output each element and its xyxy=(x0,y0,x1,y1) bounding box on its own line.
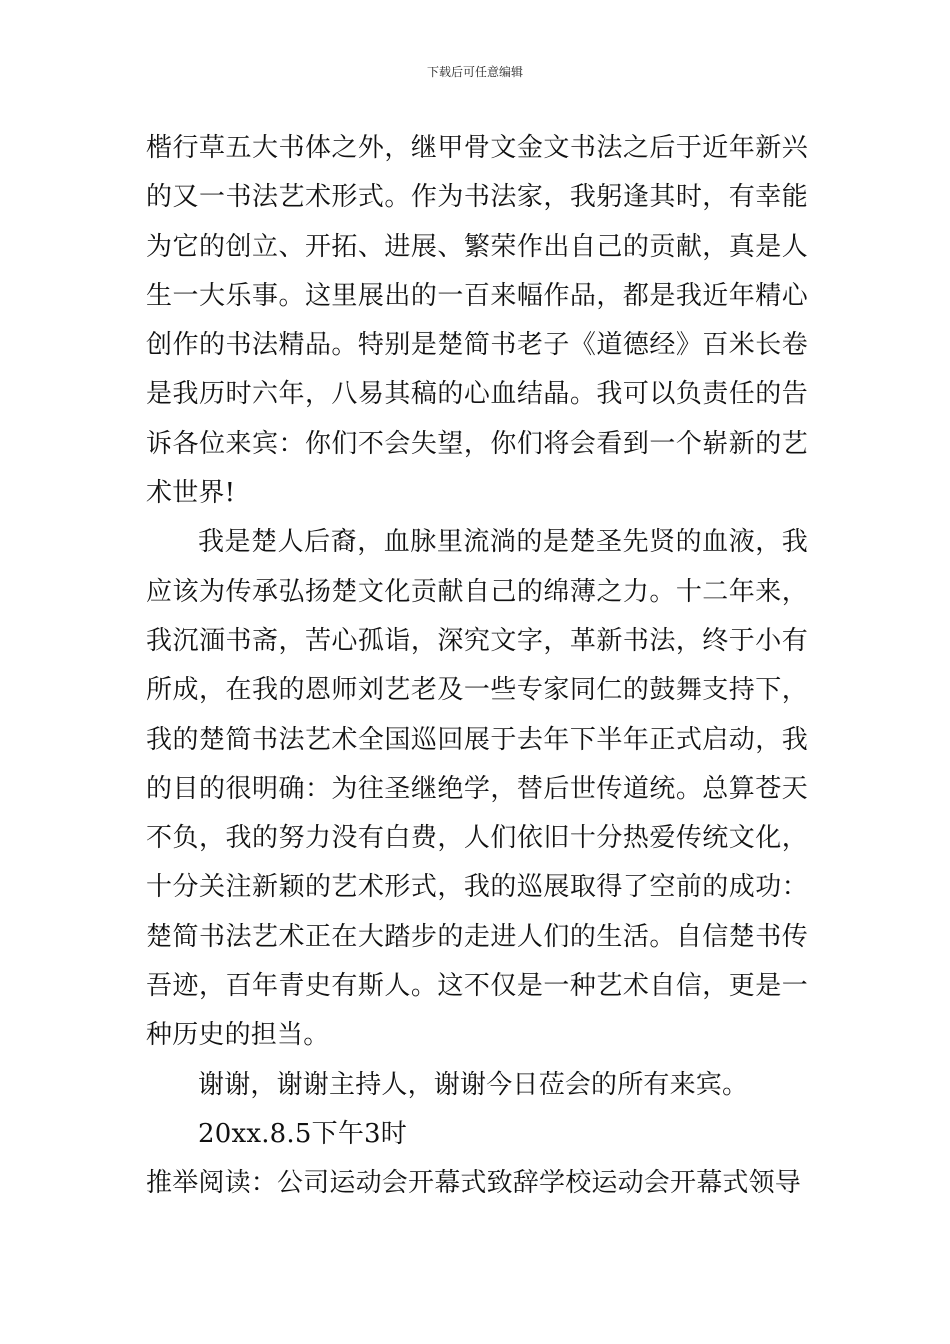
body-paragraph-continuation: 楷行草五大书体之外，继甲骨文金文书法之后于近年新兴的又一书法艺术形式。作为书法家，我躬逢其时，有幸能为它的创立、开拓、进展、繁荣作出自己的贡献，真是人生一大乐事。这里展出的一百来幅作品，都是我近年精心创作的书法精品。特别是楚简书老子《道德经》百米长卷是我历时六年，八易其稿的心血结晶。我可以负责任的告诉各位来宾：你们不会失望，你们将会看到一个崭新的艺术世界! xyxy=(146,133,808,509)
closing-thanks: 谢谢，谢谢主持人，谢谢今日莅会的所有来宾。 xyxy=(198,1069,749,1100)
recommended-reading: 推举阅读：公司运动会开幕式致辞学校运动会开幕式领导 xyxy=(146,1168,802,1199)
body-paragraph-heritage: 我是楚人后裔，血脉里流淌的是楚圣先贤的血液，我应该为传承弘扬楚文化贡献自己的绵薄之力。十二年来，我沉湎书斋，苦心孤诣，深究文字，革新书法，终于小有所成，在我的恩师刘艺老及一些专家同仁的鼓舞支持下，我的楚简书法艺术全国巡回展于去年下半年正式启动，我的目的很明确：为往圣继绝学，替后世传道统。总算苍天不负，我的努力没有白费，人们依旧十分热爱传统文化，十分关注新颖的艺术形式，我的巡展取得了空前的成功：楚简书法艺术正在大踏步的走进人们的生活。自信楚书传吾迹，百年青史有斯人。这不仅是一种艺术自信，更是一种历史的担当。 xyxy=(146,527,808,1051)
page-header: 下载后可任意编辑 xyxy=(426,65,523,79)
document-body xyxy=(146,124,808,1209)
date-line: 20xx.8.5下午3时 xyxy=(198,1118,407,1149)
